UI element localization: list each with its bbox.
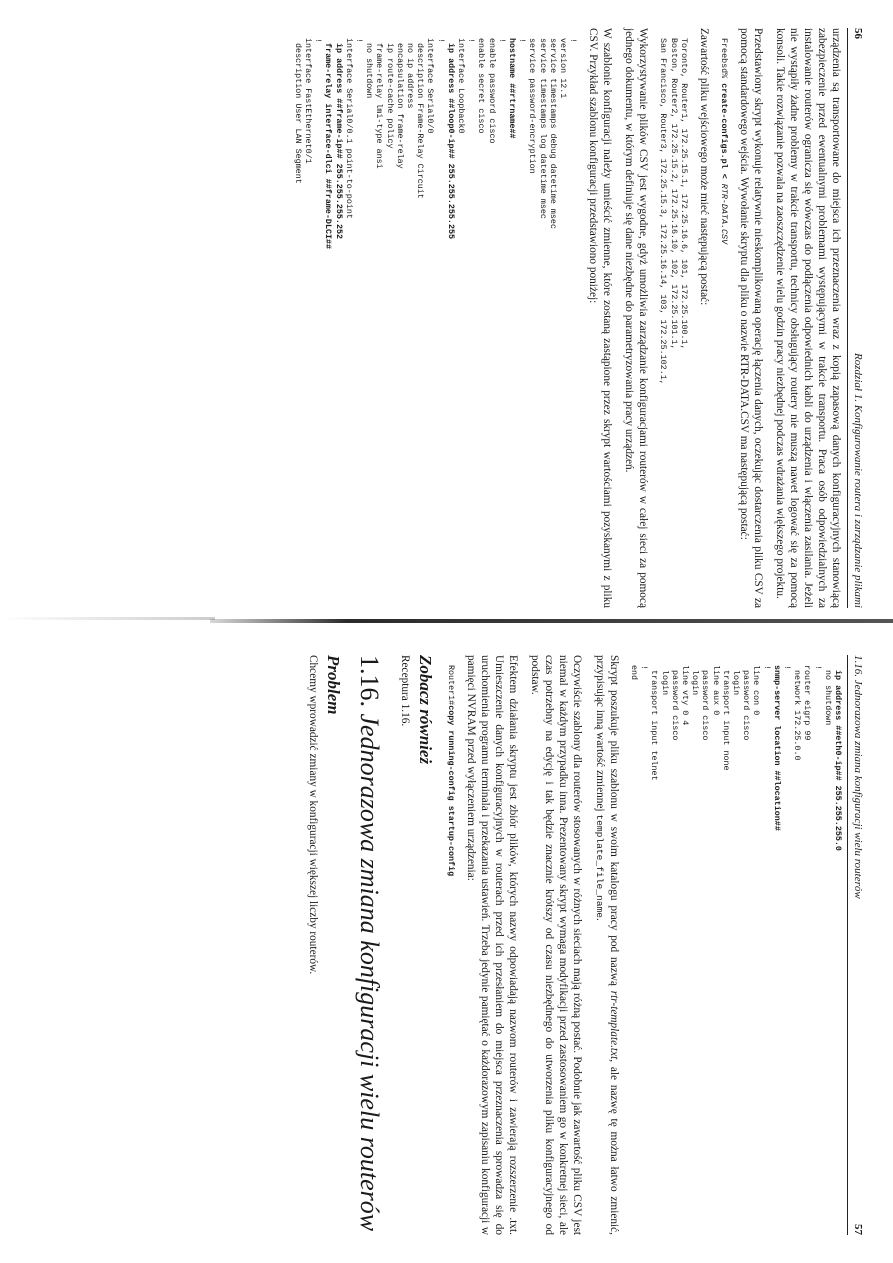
- code-line: login: [690, 665, 701, 696]
- command-file: RTR-DATA.CSV: [719, 183, 729, 245]
- paragraph: Wykorzystywanie plików CSV jest wygodne, gdyż umożliwia zarządzanie konfiguracjami routerów w całej sieci za pomocą jednego dokumentu, w którym definiuje się dane niezbędne do parametryzowania pracy urządzeń.: [623, 28, 650, 608]
- code-line: interface Serial0/0: [425, 38, 436, 134]
- code-line: password cisco: [669, 665, 680, 741]
- code-line: service timestamps log datetime msec: [537, 38, 548, 219]
- code-line: transport input telnet: [649, 665, 660, 781]
- code-line: frame-relay interface-dlci ##frame-DLCI##: [323, 38, 334, 250]
- running-head: [847, 28, 865, 608]
- code-line: hostname ##rtrname##: [506, 38, 517, 139]
- code-line: login: [659, 665, 670, 696]
- code-line: no shutdown: [364, 38, 375, 99]
- code-line: interface Loopback0: [455, 38, 466, 134]
- code-line: line vty 0 4: [679, 665, 690, 726]
- code-line: !: [761, 665, 772, 671]
- code-line: San Francisco, Router3, 172.25.15.3, 172.25.16.14, 103, 172.25.102.1,: [658, 38, 669, 385]
- code-line: snmp-server location ##location##: [771, 665, 782, 831]
- code-line: !: [639, 665, 650, 671]
- code-line: ip route-cache policy: [384, 38, 395, 149]
- code-line: !: [496, 38, 507, 44]
- code-line: ip address ##eth0-ip## 255.255.255.0: [833, 665, 843, 851]
- chapter-title: Rozdział 1. Konfigurowanie routera i zarządzanie plikami: [852, 353, 864, 608]
- page-number: 57: [852, 1224, 864, 1235]
- code-line: !: [353, 38, 364, 44]
- code-line: no ip address: [404, 38, 415, 109]
- problem-text: Chcemy wprowadzić zmiany w konfiguracji większej liczby routerów.: [306, 655, 319, 975]
- code-line: frame-relay lmi-type ansi: [374, 38, 385, 169]
- code-line: description Frame-Relay Circuit: [415, 38, 426, 199]
- code-line: ip address ##loop0-ip## 255.255.255.255: [445, 38, 456, 240]
- command-line: [446, 655, 456, 1235]
- code-line: router eigrp 99: [802, 665, 813, 741]
- code-line: !: [568, 38, 579, 44]
- book-page-56: [40, 28, 865, 608]
- code-line: login: [730, 665, 741, 696]
- paragraph: urządzenia są transportowane do miejsca ich przeznaczenia wraz z kopią zapasową danych konfiguracyjnych stanowiącą zabezpieczenie przed ewentualnymi problemami występującymi w trakcie transportu. Praca osób odpowiedzialnych za instalowanie routerów ogranicza się wówczas do podłączenia odpowiednich kabli do urządzenia i włączenia zasilania. Jeżeli nie wystąpiły żadne problemy w trakcie transportu, technicy obsługujący routery nie muszą nawet logować się za pomocą konsoli. Takie rozwiązanie pozwala na zaoszczędzenie wielu godzin pracy niezbędnej podczas wdrażania większego projektu.: [774, 28, 842, 608]
- code-line: transport input none: [720, 665, 731, 771]
- code-line: ip address ##frame-ip## 255.255.255.252: [333, 38, 344, 240]
- code-line: password cisco: [741, 665, 752, 741]
- paragraph: W szablonie konfiguracji należy umieścić zmienne, które zostaną zastąpione przez skrypt wartościami pozyskanymi z pliku CSV. Przykład szablonu konfiguracji przedstawiono poniżej:: [587, 28, 614, 608]
- code-line: !: [517, 38, 528, 44]
- variable-name: template_file_name: [593, 814, 605, 918]
- section-running-title: 1.16. Jednorazowa zmiana konfiguracji wielu routerów: [852, 655, 864, 899]
- book-page-57: [35, 655, 865, 1235]
- code-line: description User LAN Segment: [292, 38, 303, 184]
- code-line: line aux 0: [710, 665, 721, 716]
- command-text: copy running-config startup-config: [445, 705, 456, 877]
- see-also-text: Receptura 1.16.: [398, 655, 411, 727]
- code-line: !: [781, 665, 792, 671]
- page-number: 56: [852, 28, 864, 39]
- code-line: no shutdown: [822, 665, 833, 726]
- code-line: !: [466, 38, 477, 44]
- code-line: !: [313, 38, 324, 44]
- code-line: Boston, Router2, 172.25.15.2, 172.25.16.10, 102, 172.25.101.1,: [668, 38, 679, 350]
- code-line: interface Serial0/0.1 point-to-point: [343, 38, 354, 219]
- running-head: [847, 655, 865, 1235]
- code-line: enable secret cisco: [476, 38, 487, 134]
- see-also-heading: Zobacz również: [415, 655, 435, 765]
- router-prompt: Router1#: [445, 665, 456, 706]
- code-line: line con 0: [751, 665, 762, 716]
- code-line: network 172.25.0.0: [792, 665, 803, 761]
- page-separator: [210, 619, 893, 623]
- paragraph: Zawartość pliku wejściowego może mieć następującą postać:: [697, 28, 710, 306]
- code-line: Toronto, Router1, 172.25.15.1, 172.25.16.6, 101, 172.25.100.1,: [678, 38, 689, 350]
- scan-edge: [0, 617, 215, 620]
- command-line: [719, 28, 729, 608]
- code-line: version 12.1: [557, 38, 568, 99]
- problem-heading: Problem: [323, 655, 343, 715]
- code-line: service timestamps debug datetime msec: [547, 38, 558, 229]
- code-line: service password-encryption: [527, 38, 538, 174]
- code-line: encapsulation frame-relay: [394, 38, 405, 169]
- paragraph: Oczywiście szablony dla routerów stosowanych w różnych sieciach mają różną postać. Podobnie jak zawartość pliku CSV jest niemal w każdym przypadku inna. Prezentowany skrypt wymaga modyfikacji przed zastosowaniem go w konkretnej sieci, ale czas potrzebny na edycję i tak będzie znacznie krótszy od czasu niezbędnego do utworzenia pliku konfiguracyjnego od podstaw.: [528, 655, 583, 1235]
- shell-prompt: Freebsd%: [719, 38, 729, 79]
- paragraph: Przedstawiony skrypt wykonuje relatywnie nieskomplikowaną operację łączenia danych, oczekując dostarczenia pliku CSV za pomocą standardowego wejścia. Wywołanie skryptu dla pliku o nazwie RTR-DATA.CSV ma następującą postać:: [738, 28, 764, 608]
- code-line: enable password cisco: [486, 38, 497, 144]
- section-heading: [354, 655, 384, 1235]
- csv-listing: [658, 28, 689, 608]
- template-listing: [293, 28, 579, 608]
- code-line: !: [435, 38, 446, 44]
- section-number: 1.16.: [354, 655, 384, 707]
- paragraph: Efektem działania skryptu jest zbiór plików, których nazwy odpowiadają nazwom routerów i zawierają rozszerzenie .txt. Umieszczenie danych konfiguracyjnych w routerach przed ich przesłaniem do miejsca przeznaczenia sprowadza się do uruchomienia programu terminala i przekazania ustawień. Trzeba jedynie pamiętać o każdorazowym zapisaniu konfiguracji w pamięci NVRAM przed wyłączeniem urządzenia:: [464, 655, 519, 1235]
- filename: rtr-template.txt: [607, 990, 620, 1060]
- code-line: end: [628, 665, 639, 681]
- code-line: password cisco: [700, 665, 711, 741]
- section-title: Jednorazowa zmiana konfiguracji wielu routerów: [354, 713, 384, 1232]
- command-text: create-configs.pl <: [719, 83, 729, 179]
- code-line: !: [812, 665, 823, 671]
- template-listing-continued: [629, 655, 843, 1235]
- code-line: interface FastEthernet0/1: [302, 38, 313, 164]
- paragraph: Skrypt poszukuje pliku szablonu w swoim katalogu pracy pod nazwą rtr-template.txt, ale nazwę tę można łatwo zmienić, przypisując inną wartość zmiennej template_file_name.: [593, 655, 620, 1235]
